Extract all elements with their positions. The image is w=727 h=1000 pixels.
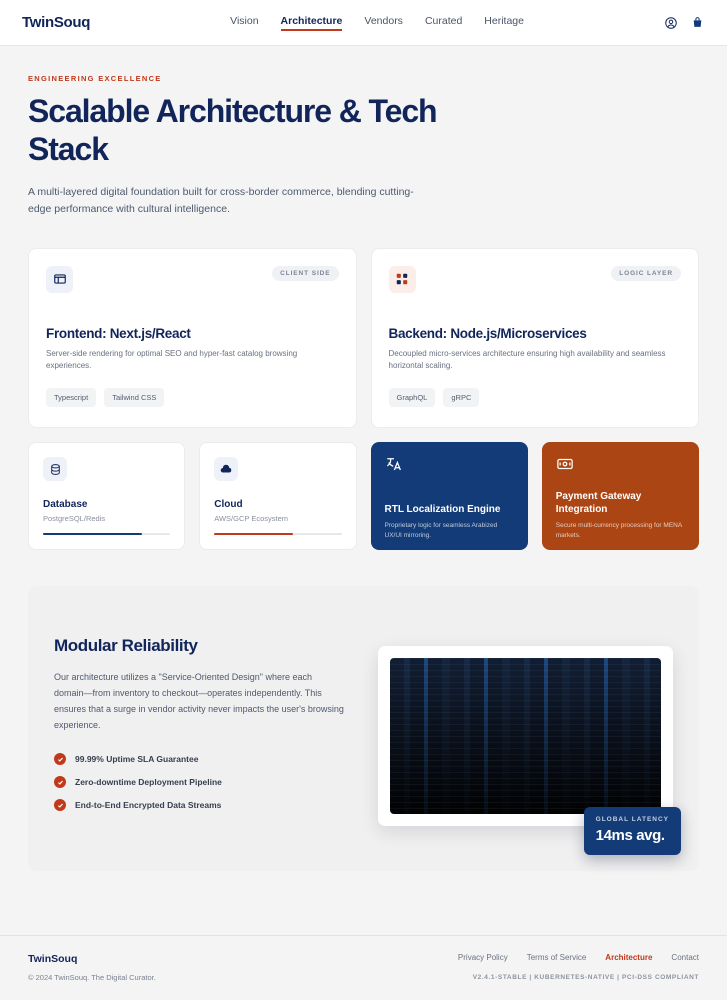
card-backend-badge: LOGIC LAYER	[611, 266, 681, 281]
browser-window-icon	[46, 266, 73, 293]
card-database[interactable]	[28, 442, 185, 550]
card-cloud-title: Cloud	[214, 499, 243, 511]
footer-right	[458, 953, 699, 981]
footer-copyright: © 2024 TwinSouq. The Digital Curator.	[28, 973, 156, 982]
reliability-check-list	[54, 753, 356, 811]
reliability-title: Modular Reliability	[54, 636, 198, 656]
cloud-progress-track	[214, 533, 341, 536]
list-item	[54, 799, 356, 811]
list-item	[54, 753, 356, 765]
nav-links	[230, 15, 524, 30]
database-progress-fill	[43, 533, 142, 536]
card-frontend-header	[46, 266, 339, 293]
hero-subtitle: A multi-layered digital foundation built for cross-border commerce, blending cutting-edge performance with cultural intelligence.	[28, 185, 414, 215]
cloud-icon	[214, 457, 238, 481]
footer-link-architecture[interactable]: Architecture	[605, 953, 653, 962]
nav-actions	[664, 15, 705, 30]
page-footer	[0, 935, 727, 1000]
footer-left	[28, 953, 156, 982]
payment-card-icon	[556, 455, 578, 477]
database-icon	[43, 457, 67, 481]
top-navigation-bar	[0, 0, 727, 46]
card-database-title: Database	[43, 499, 88, 511]
latency-badge-value: 14ms avg.	[595, 827, 665, 845]
card-rtl-localization[interactable]	[371, 442, 528, 550]
card-cloud-sub: AWS/GCP Ecosystem	[214, 514, 289, 524]
latency-badge	[584, 807, 681, 855]
data-center-image	[390, 658, 661, 814]
tag-graphql[interactable]: GraphQL	[389, 388, 436, 407]
card-rtl-title: RTL Localization Engine	[384, 503, 501, 515]
tag-typescript[interactable]: Typescript	[46, 388, 96, 407]
check-label-encryption: End-to-End Encrypted Data Streams	[75, 800, 222, 811]
card-payment-title: Payment Gateway Integration	[555, 491, 642, 515]
list-item	[54, 776, 356, 788]
card-backend-tags	[389, 388, 682, 407]
card-backend[interactable]	[371, 248, 700, 429]
microservices-icon	[389, 266, 416, 293]
footer-link-contact[interactable]: Contact	[671, 953, 699, 962]
check-label-deployment: Zero-downtime Deployment Pipeline	[75, 777, 222, 788]
reliability-text-column	[54, 614, 356, 843]
card-backend-title: Backend: Node.js/Microservices	[388, 325, 587, 341]
nav-link-vendors[interactable]: Vendors	[364, 15, 403, 27]
footer-link-terms[interactable]: Terms of Service	[526, 953, 587, 962]
footer-brand: TwinSouq	[28, 953, 78, 965]
reliability-panel	[28, 586, 699, 871]
card-rtl-sub: Proprietary logic for seamless Arabized UX/UI mirroring.	[384, 522, 498, 539]
database-progress-track	[43, 533, 170, 536]
page-title: Scalable Architecture & Tech Stack	[28, 93, 437, 167]
tag-tailwind[interactable]: Tailwind CSS	[104, 388, 164, 407]
main-content	[0, 46, 727, 905]
nav-link-vision[interactable]: Vision	[230, 15, 259, 27]
nav-link-heritage[interactable]: Heritage	[484, 15, 524, 27]
reliability-body: Our architecture utilizes a "Service-Oriented Design" where each domain—from inventory to checkout—operates independently. This ensures that a surge in vendor activity never impacts the user's browsing experience.	[54, 672, 344, 730]
cloud-progress-fill	[214, 533, 293, 536]
account-icon[interactable]	[664, 15, 679, 30]
brand-logo[interactable]: TwinSouq	[22, 14, 91, 31]
latency-badge-label: GLOBAL LATENCY	[595, 816, 669, 824]
card-frontend-title: Frontend: Next.js/React	[46, 325, 191, 341]
server-photo-frame	[378, 646, 673, 826]
translate-icon	[385, 455, 407, 477]
check-icon	[54, 776, 66, 788]
check-icon	[54, 799, 66, 811]
reliability-media-column	[376, 614, 673, 843]
nav-link-curated[interactable]: Curated	[424, 15, 463, 27]
card-frontend-desc: Server-side rendering for optimal SEO and hyper-fast catalog browsing experiences.	[46, 348, 298, 370]
nav-link-architecture[interactable]: Architecture	[281, 15, 343, 30]
footer-build-meta: V2.4.1-STABLE | KUBERNETES-NATIVE | PCI-DSS COMPLIANT	[472, 974, 699, 981]
secondary-card-row	[28, 442, 699, 550]
check-label-uptime: 99.99% Uptime SLA Guarantee	[75, 754, 199, 765]
footer-links	[458, 953, 699, 962]
card-cloud[interactable]	[199, 442, 356, 550]
card-frontend-tags	[46, 388, 339, 407]
card-payment-sub: Secure multi-currency processing for MENA markets.	[555, 522, 682, 539]
tag-grpc[interactable]: gRPC	[443, 388, 479, 407]
footer-link-privacy[interactable]: Privacy Policy	[457, 953, 508, 962]
card-frontend-badge: CLIENT SIDE	[272, 266, 338, 281]
card-frontend[interactable]	[28, 248, 357, 429]
card-backend-header	[389, 266, 682, 293]
card-payment-gateway[interactable]	[542, 442, 699, 550]
hero-eyebrow: ENGINEERING EXCELLENCE	[28, 74, 162, 83]
check-icon	[54, 753, 66, 765]
card-database-sub: PostgreSQL/Redis	[43, 514, 106, 524]
bag-icon[interactable]	[690, 15, 705, 30]
primary-card-row	[28, 248, 699, 429]
card-backend-desc: Decoupled micro-services architecture ensuring high availability and seamless horizontal scaling.	[388, 348, 666, 370]
